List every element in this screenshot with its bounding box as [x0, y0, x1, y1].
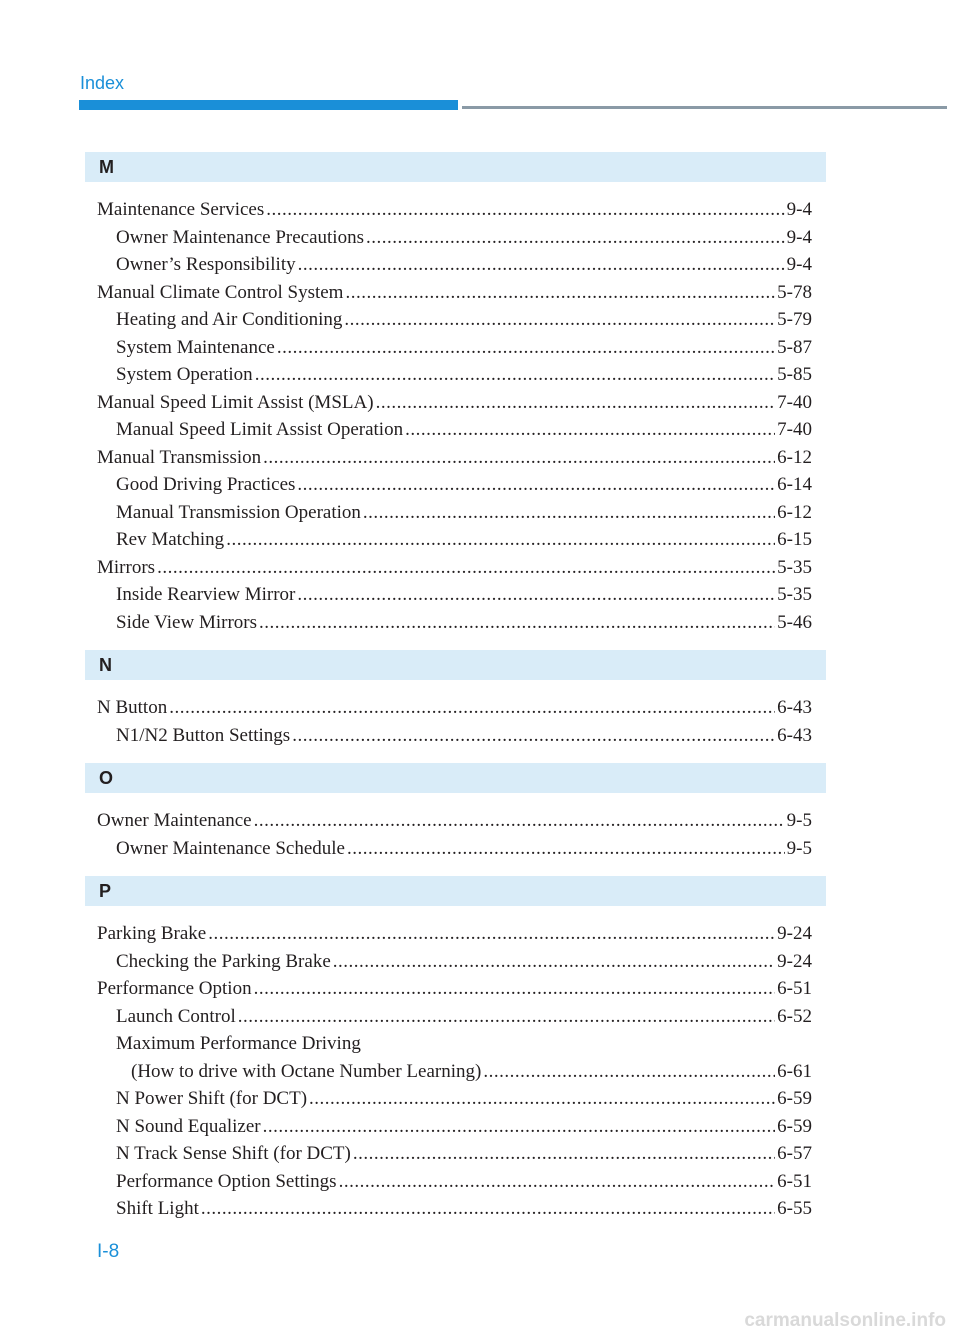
dot-leader	[263, 1113, 776, 1141]
index-entry[interactable]	[97, 920, 812, 948]
entry-page-ref[interactable]: 6-57	[777, 1143, 812, 1164]
dot-leader	[208, 920, 775, 948]
index-subentry[interactable]	[116, 334, 812, 362]
dot-leader	[345, 279, 775, 307]
dot-leader	[297, 471, 775, 499]
entry-page-ref[interactable]: 5-87	[777, 336, 812, 358]
entry-page-ref[interactable]: 6-51	[777, 978, 812, 999]
dot-leader	[201, 1195, 775, 1223]
section-letter-header: N	[85, 650, 826, 680]
entry-title: Side View Mirrors	[116, 611, 257, 633]
entry-title: System Operation	[116, 364, 253, 385]
index-subentry[interactable]	[116, 1003, 812, 1031]
index-subentry[interactable]	[116, 722, 812, 750]
index-entry[interactable]	[97, 694, 812, 722]
index-subentry[interactable]	[116, 835, 812, 863]
entry-page-ref[interactable]: 9-5	[786, 810, 812, 831]
header-rule-grey	[462, 106, 947, 109]
section-letter-header: O	[85, 763, 826, 793]
entry-page-ref[interactable]: 7-40	[777, 391, 812, 413]
index-subentry[interactable]	[116, 1140, 812, 1168]
index-subentry[interactable]	[116, 1030, 812, 1058]
dot-leader	[363, 499, 775, 527]
dot-leader	[298, 251, 785, 279]
index-subentry[interactable]	[116, 224, 812, 252]
entry-page-ref[interactable]: 5-35	[777, 584, 812, 605]
dot-leader	[255, 361, 775, 389]
index-subentry[interactable]	[116, 948, 812, 976]
index-subentry[interactable]	[116, 306, 812, 334]
dot-leader	[292, 722, 775, 750]
entry-title: Performance Option	[97, 978, 252, 999]
dot-leader	[366, 224, 785, 252]
entry-page-ref[interactable]: 6-61	[777, 1060, 812, 1082]
index-subentry[interactable]	[116, 416, 812, 444]
index-entry-list	[85, 920, 826, 1223]
index-entry[interactable]	[97, 196, 812, 224]
dot-leader	[254, 975, 776, 1003]
index-entry[interactable]	[97, 807, 812, 835]
page-number: I-8	[97, 1241, 120, 1262]
index-content	[85, 152, 826, 1237]
entry-title: Checking the Parking Brake	[116, 950, 331, 972]
entry-page-ref[interactable]: 5-85	[777, 364, 812, 385]
entry-page-ref[interactable]: 9-4	[786, 199, 812, 220]
entry-page-ref[interactable]: 5-46	[777, 611, 812, 633]
index-subentry[interactable]	[116, 361, 812, 389]
entry-page-ref[interactable]: 6-51	[777, 1170, 812, 1192]
index-entry-list	[85, 694, 826, 749]
entry-title: Maintenance Services	[97, 199, 265, 220]
entry-page-ref[interactable]: 6-43	[777, 724, 812, 746]
index-subentry[interactable]	[116, 251, 812, 279]
entry-title: Owner Maintenance Schedule	[116, 837, 345, 859]
entry-page-ref[interactable]: 6-55	[777, 1198, 812, 1219]
watermark-text: carmanualsonline.info	[744, 1310, 946, 1331]
dot-leader	[157, 554, 775, 582]
index-entry[interactable]	[97, 444, 812, 472]
entry-page-ref[interactable]: 9-4	[786, 226, 812, 248]
entry-title: Shift Light	[116, 1198, 199, 1219]
dot-leader	[344, 306, 775, 334]
dot-leader	[405, 416, 775, 444]
index-section-m	[85, 152, 826, 636]
dot-leader	[333, 948, 775, 976]
entry-title: Parking Brake	[97, 923, 207, 944]
index-subentry[interactable]	[116, 581, 812, 609]
entry-title: (How to drive with Octane Number Learning)	[131, 1060, 482, 1082]
entry-title: Manual Speed Limit Assist Operation	[116, 419, 404, 440]
index-entry-list	[85, 807, 826, 862]
entry-page-ref[interactable]: 6-15	[777, 529, 812, 550]
dot-leader	[353, 1140, 775, 1168]
entry-title: Manual Transmission	[97, 446, 262, 468]
index-subentry[interactable]	[116, 1168, 812, 1196]
dot-leader	[347, 835, 785, 863]
index-subentry[interactable]	[116, 1113, 812, 1141]
index-section-n	[85, 650, 826, 749]
entry-title: Manual Climate Control System	[97, 281, 344, 303]
entry-page-ref[interactable]: 6-43	[777, 697, 812, 718]
entry-title: N Track Sense Shift (for DCT)	[116, 1143, 351, 1164]
index-section-p	[85, 876, 826, 1223]
entry-title: Heating and Air Conditioning	[116, 309, 343, 330]
entry-page-ref[interactable]: 6-52	[777, 1005, 812, 1027]
dot-leader	[266, 196, 784, 224]
entry-page-ref[interactable]: 6-12	[777, 446, 812, 468]
index-entry[interactable]	[97, 975, 812, 1003]
entry-page-ref[interactable]: 9-24	[777, 950, 812, 972]
entry-title: N1/N2 Button Settings	[116, 724, 291, 746]
entry-title: Maximum Performance Driving	[116, 1033, 361, 1054]
page-header-title: Index	[80, 73, 125, 93]
dot-leader	[297, 581, 775, 609]
entry-title: Owner Maintenance	[97, 810, 252, 831]
entry-page-ref[interactable]: 6-14	[777, 474, 812, 495]
index-subentry[interactable]	[116, 609, 812, 637]
index-section-o	[85, 763, 826, 862]
index-subentry[interactable]	[116, 499, 812, 527]
entry-page-ref[interactable]: 5-35	[777, 556, 812, 578]
entry-title: Performance Option Settings	[116, 1170, 337, 1192]
entry-page-ref[interactable]: 6-12	[777, 501, 812, 523]
entry-page-ref[interactable]: 6-59	[777, 1088, 812, 1109]
entry-title: Manual Transmission Operation	[116, 501, 361, 523]
entry-page-ref[interactable]: 9-24	[777, 923, 812, 944]
entry-title: Mirrors	[97, 556, 156, 578]
dot-leader	[309, 1085, 775, 1113]
index-subentry[interactable]	[116, 1085, 812, 1113]
header-rule-accent	[79, 100, 458, 110]
entry-title: Inside Rearview Mirror	[116, 584, 296, 605]
entry-title: Good Driving Practices	[116, 474, 296, 495]
index-subentry[interactable]	[116, 471, 812, 499]
dot-leader	[483, 1058, 775, 1086]
dot-leader	[259, 609, 775, 637]
dot-leader	[339, 1168, 776, 1196]
index-subentry[interactable]	[116, 1195, 812, 1223]
entry-title: System Maintenance	[116, 336, 275, 358]
index-entry[interactable]	[97, 554, 812, 582]
index-subentry[interactable]	[116, 526, 812, 554]
dot-leader	[226, 526, 775, 554]
entry-page-ref[interactable]: 5-78	[777, 281, 812, 303]
entry-page-ref[interactable]: 5-79	[777, 309, 812, 330]
entry-title: Owner Maintenance Precautions	[116, 226, 364, 248]
dot-leader	[376, 389, 776, 417]
entry-page-ref[interactable]: 9-4	[786, 254, 812, 275]
section-letter-header: P	[85, 876, 826, 906]
index-subentry[interactable]	[131, 1058, 812, 1086]
entry-title: N Button	[97, 697, 168, 718]
index-entry[interactable]	[97, 389, 812, 417]
entry-title: Manual Speed Limit Assist (MSLA)	[97, 391, 374, 413]
entry-title: N Power Shift (for DCT)	[116, 1088, 308, 1109]
dot-leader	[238, 1003, 775, 1031]
dot-leader	[169, 694, 775, 722]
dot-leader	[254, 807, 785, 835]
entry-page-ref[interactable]: 6-59	[777, 1115, 812, 1137]
dot-leader	[263, 444, 775, 472]
entry-title: N Sound Equalizer	[116, 1115, 261, 1137]
entry-page-ref[interactable]: 7-40	[777, 419, 812, 440]
section-letter-header: M	[85, 152, 826, 182]
entry-title: Launch Control	[116, 1005, 236, 1027]
entry-title: Owner’s Responsibility	[116, 254, 296, 275]
entry-title: Rev Matching	[116, 529, 225, 550]
entry-page-ref[interactable]: 9-5	[786, 837, 812, 859]
index-entry-list	[85, 196, 826, 636]
index-entry[interactable]	[97, 279, 812, 307]
dot-leader	[277, 334, 775, 362]
